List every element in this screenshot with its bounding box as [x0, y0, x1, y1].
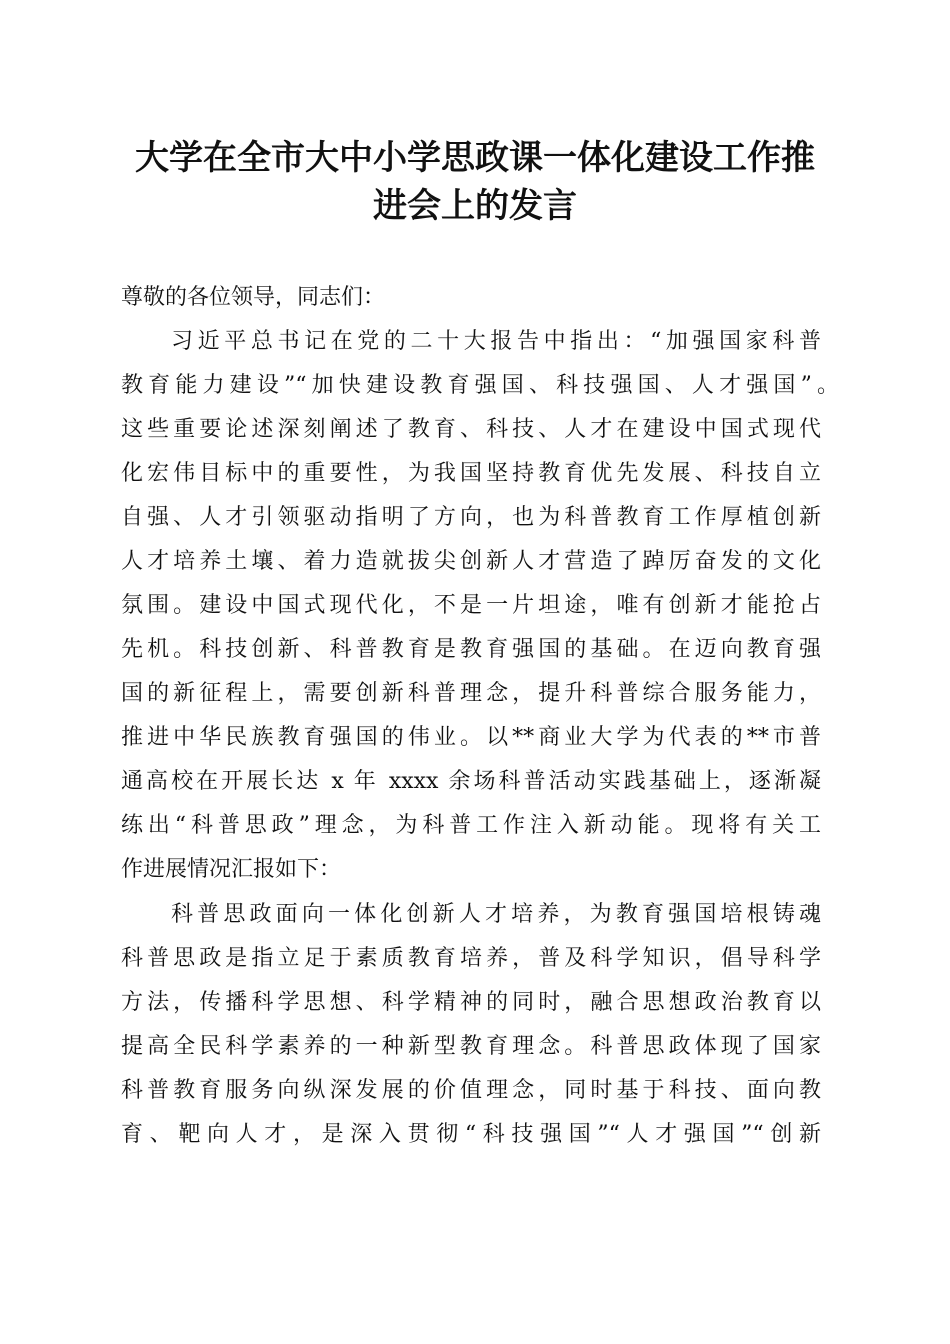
paragraph-line: 国的新征程上，需要创新科普理念，提升科普综合服务能力， — [121, 681, 821, 706]
paragraph-line: 练出“科普思政”理念，为科普工作注入新动能。现将有关工 — [121, 813, 821, 838]
paragraph-line: 这些重要论述深刻阐述了教育、科技、人才在建设中国式现代 — [121, 417, 821, 442]
document-title-line-2: 进会上的发言 — [373, 186, 577, 226]
paragraph-line: 通高校在开展长达 x 年 xxxx 余场科普活动实践基础上，逐渐凝 — [121, 769, 821, 794]
paragraph-line: 氛围。建设中国式现代化，不是一片坦途，唯有创新才能抢占 — [121, 593, 821, 618]
paragraph-line: 方法，传播科学思想、科学精神的同时，融合思想政治教育以 — [121, 990, 821, 1015]
paragraph-line: 科普思政是指立足于素质教育培养，普及科学知识，倡导科学 — [121, 946, 821, 971]
paragraph-line: 科普教育服务向纵深发展的价值理念，同时基于科技、面向教 — [121, 1078, 821, 1103]
document-title-line-1: 大学在全市大中小学思政课一体化建设工作推 — [135, 138, 815, 178]
paragraph-line: 作进展情况汇报如下： — [121, 857, 342, 882]
paragraph-line: 教育能力建设”“加快建设教育强国、科技强国、人才强国”。 — [121, 373, 839, 398]
paragraph-line: 人才培养土壤、着力造就拔尖创新人才营造了踔厉奋发的文化 — [121, 549, 821, 574]
paragraph-line: 习近平总书记在党的二十大报告中指出：“加强国家科普 — [171, 329, 821, 354]
paragraph-line: 化宏伟目标中的重要性，为我国坚持教育优先发展、科技自立 — [121, 461, 821, 486]
salutation: 尊敬的各位领导，同志们： — [121, 285, 386, 310]
section-heading-line: 科普思政面向一体化创新人才培养，为教育强国培根铸魂 — [171, 902, 821, 927]
paragraph-line: 推进中华民族教育强国的伟业。以**商业大学为代表的**市普 — [121, 725, 821, 750]
paragraph-line: 提高全民科学素养的一种新型教育理念。科普思政体现了国家 — [121, 1034, 821, 1059]
paragraph-line: 自强、人才引领驱动指明了方向，也为科普教育工作厚植创新 — [121, 505, 821, 530]
paragraph-line: 先机。科技创新、科普教育是教育强国的基础。在迈向教育强 — [121, 637, 821, 662]
paragraph-line: 育、靶向人才，是深入贯彻“科技强国”“人才强国”“创新 — [121, 1122, 821, 1147]
